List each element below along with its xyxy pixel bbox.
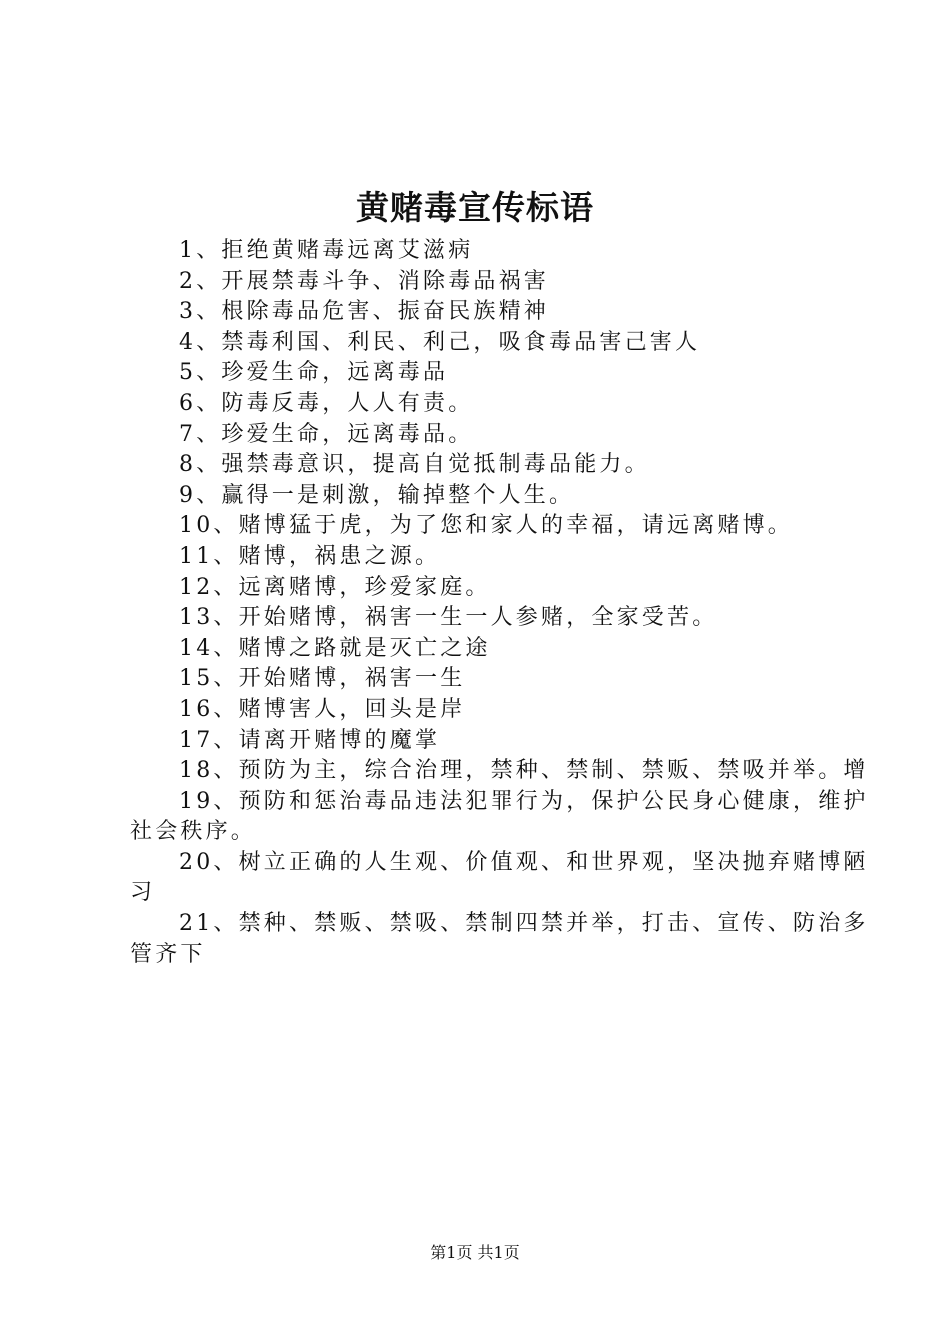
list-item: 5、珍爱生命，远离毒品 <box>179 360 449 386</box>
list-item: 17、请离开赌博的魔掌 <box>179 727 441 753</box>
list-item: 2、开展禁毒斗争、消除毒品祸害 <box>179 268 549 294</box>
page-footer: 第1页 共1页 <box>430 1243 520 1262</box>
list-item: 19、预防和惩治毒品违法犯罪行为，保护公民身心健康，维护社会秩序。 <box>130 788 869 845</box>
list-item: 8、强禁毒意识，提高自觉抵制毒品能力。 <box>179 452 650 478</box>
list-item: 4、禁毒利国、利民、利己，吸食毒品害己害人 <box>179 329 701 355</box>
list-item: 21、禁种、禁贩、禁吸、禁制四禁并举，打击、宣传、防治多管齐下 <box>130 911 869 967</box>
list-item: 11、赌博，祸患之源。 <box>179 543 441 569</box>
list-item: 13、开始赌博，祸害一生一人参赌，全家受苦。 <box>179 605 718 631</box>
list-item: 12、远离赌博，珍爱家庭。 <box>179 574 491 600</box>
list-item: 1、拒绝黄赌毒远离艾滋病 <box>179 238 474 263</box>
list-item: 20、树立正确的人生观、价值观、和世界观，坚决抛弃赌博陋习 <box>130 849 869 906</box>
list-item: 18、预防为主，综合治理，禁种、禁制、禁贩、禁吸并举。增 <box>179 758 869 784</box>
list-item: 16、赌博害人，回头是岸 <box>179 696 466 722</box>
list-item: 3、根除毒品危害、振奋民族精神 <box>179 299 549 325</box>
list-item: 15、开始赌博，祸害一生 <box>179 666 466 692</box>
list-item: 10、赌博猛于虎，为了您和家人的幸福，请远离赌博。 <box>179 513 793 539</box>
list-item: 14、赌博之路就是灭亡之途 <box>179 635 491 661</box>
slogan-list <box>130 236 870 970</box>
list-item: 6、防毒反毒，人人有责。 <box>179 390 474 416</box>
document-title: 黄赌毒宣传标语 <box>356 188 594 227</box>
list-item: 9、赢得一是刺激，输掉整个人生。 <box>179 482 575 508</box>
list-item: 7、珍爱生命，远离毒品。 <box>179 421 474 447</box>
